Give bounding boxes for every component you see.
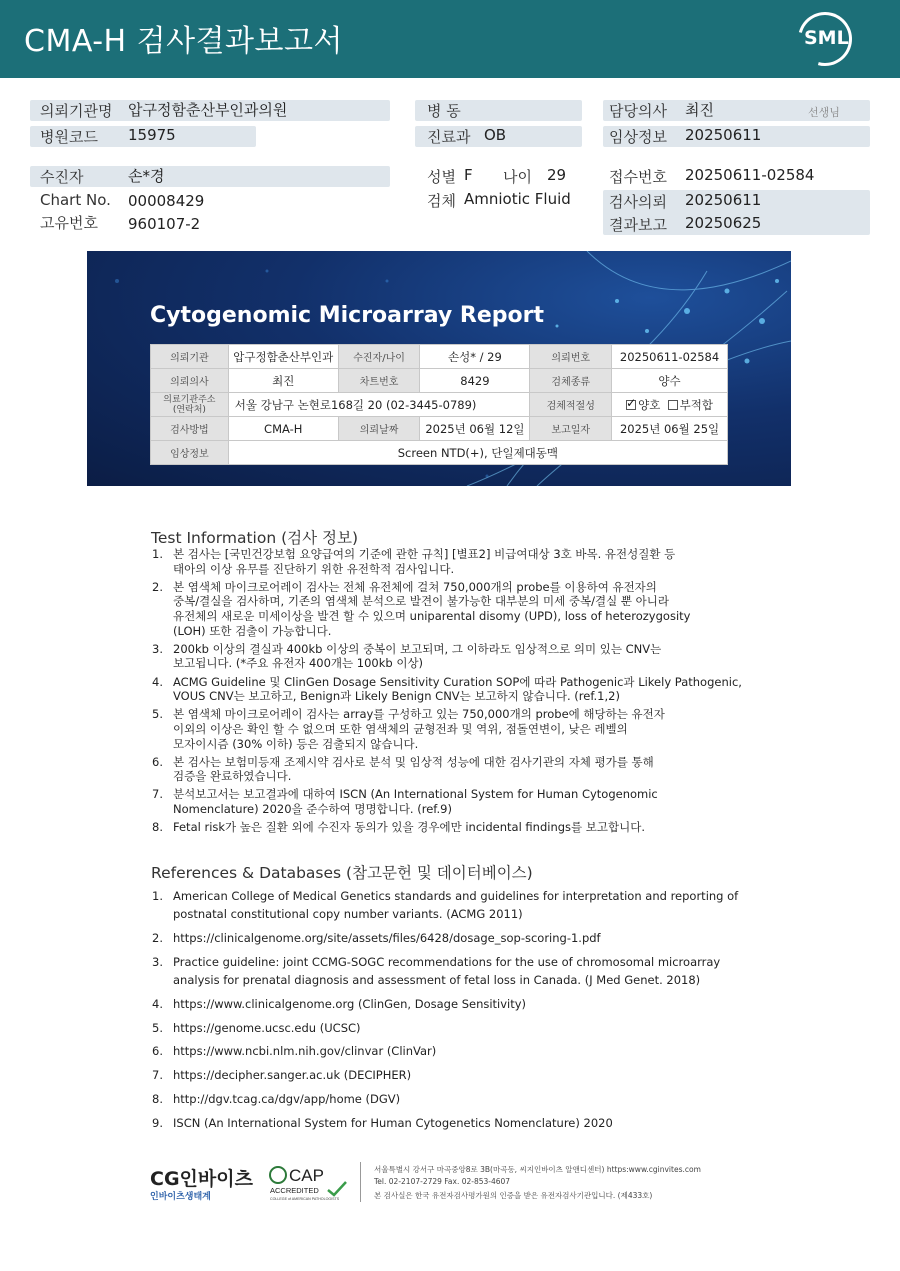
table-cell: 압구정함춘산부인과	[228, 345, 338, 369]
address-label: 의료기관주소	[163, 394, 216, 405]
list-item-number: 3.	[152, 954, 163, 969]
list-item-line: 검증을 완료하였습니다.	[173, 769, 292, 784]
list-item	[151, 995, 751, 1013]
table-label: 검체종류	[530, 369, 612, 393]
list-item-number: 4.	[152, 674, 163, 689]
list-item	[151, 1066, 751, 1084]
table-label: 임상정보	[151, 441, 229, 465]
footer-divider	[360, 1162, 361, 1202]
request-label: 검사의뢰	[609, 193, 667, 211]
adequate-label: 양호	[638, 397, 661, 412]
list-item-number: 5.	[152, 1020, 163, 1035]
list-item	[151, 1019, 751, 1037]
list-item	[151, 787, 751, 816]
report-label: 결과보고	[609, 216, 667, 234]
table-cell: 2025년 06월 12일	[420, 417, 530, 441]
list-item-number: 1.	[152, 547, 163, 561]
table-cell: 양수	[612, 369, 728, 393]
unique-no-label: 고유번호	[40, 214, 98, 232]
logo-text: SML	[804, 27, 849, 49]
table-row	[151, 345, 728, 369]
examinee-label: 수진자	[40, 168, 84, 186]
table-label	[151, 393, 229, 417]
table-cell: Screen NTD(+), 단일제대동맥	[228, 441, 727, 465]
table-label: 의뢰번호	[530, 345, 612, 369]
list-item-number: 6.	[152, 754, 163, 769]
table-label: 의뢰기관	[151, 345, 229, 369]
list-item-number: 4.	[152, 996, 163, 1011]
sex-label: 성별	[427, 168, 456, 186]
report-title: CMA-H 검사결과보고서	[24, 24, 343, 59]
report-banner	[87, 251, 791, 486]
request-value: 20250611	[685, 191, 762, 209]
unique-no-value: 960107-2	[128, 215, 201, 233]
receipt-label: 접수번호	[609, 168, 667, 186]
cap-logo-icon	[268, 1164, 350, 1202]
list-item-line: (LOH) 또한 검출이 가능합니다.	[173, 623, 332, 638]
chart-no-value: 00008429	[128, 192, 205, 210]
list-item-line: postnatal constitutional copy number variants. (ACMG 2011)	[173, 907, 523, 921]
specimen-label: 검체	[427, 192, 456, 210]
list-item-number: 2.	[152, 579, 163, 594]
list-item-line: 모자이시즘 (30% 이하) 등은 검출되지 않습니다.	[173, 736, 419, 751]
report-value: 20250625	[685, 214, 762, 232]
checked-box-icon	[626, 400, 636, 410]
cginvites-subtitle: 인바이츠생태계	[150, 1192, 211, 1202]
list-item-line: 중복/결실을 검사하며, 기존의 염색체 분석으로 발견이 불가능한 대부분의 미세 중복/결실 뿐 아니라	[173, 594, 669, 609]
list-item-line: 200kb 이상의 결실과 400kb 이상의 중복이 보고되며, 그 이하라도 임상적으로 의미 있는 CNV는	[173, 641, 662, 656]
list-item-line: American College of Medical Genetics standards and guidelines for interpretation and reporting of	[173, 889, 739, 903]
list-item	[151, 642, 751, 671]
table-label: 의뢰날짜	[338, 417, 420, 441]
list-item-line: 유전체의 새로운 미세이상을 발견 할 수 있으며 uniparental disomy (UPD), loss of heterozygosity	[173, 608, 691, 623]
references-list	[151, 887, 751, 1138]
table-row	[151, 369, 728, 393]
table-row	[151, 441, 728, 465]
list-item-line: 본 염색체 마이크로어레이 검사는 array를 구성하고 있는 750,000개의 probe에 해당하는 유전자	[173, 707, 665, 722]
cap-text: CAP	[289, 1166, 324, 1185]
adequacy-cell	[612, 393, 728, 417]
cap-accredited-logo	[268, 1164, 350, 1202]
cap-accredited-text: ACCREDITED	[270, 1186, 319, 1195]
table-label: 검체적절성	[530, 393, 612, 417]
list-item-number: 9.	[152, 1116, 163, 1131]
list-item-line: 본 염색체 마이크로어레이 검사는 전체 유전체에 걸쳐 750,000개의 probe를 이용하여 유전자의	[173, 579, 657, 594]
banner-title: Cytogenomic Microarray Report	[150, 303, 544, 328]
unchecked-box-icon	[668, 400, 678, 410]
list-item-line: 태아의 이상 유무를 진단하기 위한 유전학적 검사입니다.	[173, 561, 455, 576]
ward-label: 병 동	[427, 102, 461, 120]
list-item-line: https://clinicalgenome.org/site/assets/files/6428/dosage_sop-scoring-1.pdf	[173, 930, 601, 945]
list-item-number: 8.	[152, 1092, 163, 1107]
list-item	[151, 887, 751, 923]
list-item-line: 본 검사는 보험미등재 조제시약 검사로 분석 및 임상적 성능에 대한 검사기관의 자체 평가를 통해	[173, 754, 654, 769]
list-item-line: ISCN (An International System for Human Cytogenetics Nomenclature) 2020	[173, 1116, 613, 1131]
dept-label: 진료과	[427, 128, 471, 146]
list-item-number: 3.	[152, 641, 163, 656]
list-item-line: https://www.clinicalgenome.org (ClinGen, Dosage Sensitivity)	[173, 996, 527, 1011]
footer-address: 서울특별시 강서구 마곡중앙8로 3B(마곡동, 씨지인바이츠 알앤디센터) https:www.cginvites.com	[374, 1165, 701, 1174]
cap-college-text: COLLEGE of AMERICAN PATHOLOGISTS	[270, 1197, 340, 1201]
report-summary-table	[150, 344, 728, 465]
table-cell: 2025년 06월 25일	[612, 417, 728, 441]
table-cell: 손성* / 29	[420, 345, 530, 369]
institution-label: 의뢰기관명	[40, 102, 113, 120]
contact-label: (연락처)	[172, 404, 206, 415]
doctor-value: 최진	[685, 101, 714, 119]
list-item-number: 7.	[152, 787, 163, 802]
report-header	[0, 0, 900, 78]
list-item	[151, 820, 751, 835]
table-row	[151, 417, 728, 441]
age-label: 나이	[503, 168, 532, 186]
table-cell: 20250611-02584	[612, 345, 728, 369]
sex-value: F	[464, 166, 473, 184]
footer-certification: 본 검사실은 한국 유전자검사평가원의 인증을 받은 유전자검사기관입니다. (제433호)	[374, 1191, 653, 1200]
list-item	[151, 675, 751, 704]
footer-phone: Tel. 02-2107-2729 Fax. 02-853-4607	[374, 1177, 511, 1186]
hospital-code-value: 15975	[128, 126, 176, 144]
clinical-value: 20250611	[685, 126, 762, 144]
list-item	[151, 953, 751, 989]
table-label: 보고일자	[530, 417, 612, 441]
list-item	[151, 547, 751, 576]
specimen-value: Amniotic Fluid	[464, 190, 571, 208]
table-cell: 서울 강남구 논현로168길 20 (02-3445-0789)	[228, 393, 530, 417]
list-item-number: 7.	[152, 1068, 163, 1083]
table-label: 수진자/나이	[338, 345, 420, 369]
chart-no-label: Chart No.	[40, 191, 111, 209]
list-item-number: 8.	[152, 820, 163, 835]
cginvites-logo: CG인바이츠	[150, 1168, 253, 1190]
list-item	[151, 580, 751, 638]
table-label: 의뢰의사	[151, 369, 229, 393]
list-item-line: VOUS CNV는 보고하고, Benign과 Likely Benign CNV는 보고하지 않습니다. (ref.1,2)	[173, 689, 620, 704]
list-item	[151, 755, 751, 784]
sml-logo	[798, 12, 852, 66]
test-info-list	[151, 547, 751, 838]
list-item-line: 이외의 이상은 확인 할 수 없으며 또한 염색체의 균형전좌 및 역위, 점돌연변이, 낮은 레벨의	[173, 721, 628, 736]
list-item-line: 분석보고서는 보고결과에 대하여 ISCN (An International System for Human Cytogenomic	[173, 787, 658, 802]
list-item-line: 보고됩니다. (*주요 유전자 400개는 100kb 이상)	[173, 656, 424, 671]
test-info-title: Test Information (검사 정보)	[151, 529, 359, 547]
receipt-value: 20250611-02584	[685, 166, 815, 184]
examinee-bar	[30, 166, 390, 187]
list-item	[151, 929, 751, 947]
list-item-number: 6.	[152, 1044, 163, 1059]
hospital-code-label: 병원코드	[40, 128, 98, 146]
list-item	[151, 1090, 751, 1108]
dept-value: OB	[484, 126, 507, 144]
table-label: 차트번호	[338, 369, 420, 393]
doctor-suffix: 선생님	[808, 106, 840, 119]
list-item-line: 본 검사는 [국민건강보험 요양급여의 기준에 관한 규칙] [별표2] 비급여대상 3호 바목. 유전성질환 등	[173, 547, 676, 561]
list-item-number: 5.	[152, 707, 163, 722]
list-item	[151, 707, 751, 751]
list-item-line: Nomenclature) 2020을 준수하여 명명합니다. (ref.9)	[173, 802, 452, 817]
table-cell: 최진	[228, 369, 338, 393]
references-title: References & Databases (참고문헌 및 데이터베이스)	[151, 864, 533, 882]
list-item-line: https://decipher.sanger.ac.uk (DECIPHER)	[173, 1068, 412, 1083]
list-item-line: Practice guideline: joint CCMG-SOGC recommendations for the use of chromosomal microarray	[173, 954, 721, 969]
table-cell: 8429	[420, 369, 530, 393]
list-item-line: Fetal risk가 높은 질환 외에 수진자 동의가 있을 경우에만 incidental findings를 보고합니다.	[173, 820, 645, 835]
inadequate-label: 부적합	[679, 397, 713, 412]
age-value: 29	[547, 166, 567, 184]
table-label: 검사방법	[151, 417, 229, 441]
list-item	[151, 1042, 751, 1060]
list-item-number: 2.	[152, 930, 163, 945]
clinical-label: 임상정보	[609, 128, 667, 146]
list-item-line: https://www.ncbi.nlm.nih.gov/clinvar (ClinVar)	[173, 1044, 437, 1059]
list-item-line: analysis for prenatal diagnosis and assessment of fetal loss in Canada. (J Med Genet. 2018)	[173, 972, 701, 987]
institution-value: 압구정함춘산부인과의원	[128, 101, 288, 119]
list-item-line: ACMG Guideline 및 ClinGen Dosage Sensitivity Curation SOP에 따라 Pathogenic과 Likely Pathogenic,	[173, 674, 742, 689]
table-row	[151, 393, 728, 417]
examinee-value: 손*경	[128, 167, 165, 185]
table-cell: CMA-H	[228, 417, 338, 441]
list-item-line: https://genome.ucsc.edu (UCSC)	[173, 1020, 361, 1035]
list-item	[151, 1114, 751, 1132]
list-item-line: http://dgv.tcag.ca/dgv/app/home (DGV)	[173, 1092, 401, 1107]
list-item-number: 1.	[152, 889, 163, 903]
doctor-label: 담당의사	[609, 102, 667, 120]
